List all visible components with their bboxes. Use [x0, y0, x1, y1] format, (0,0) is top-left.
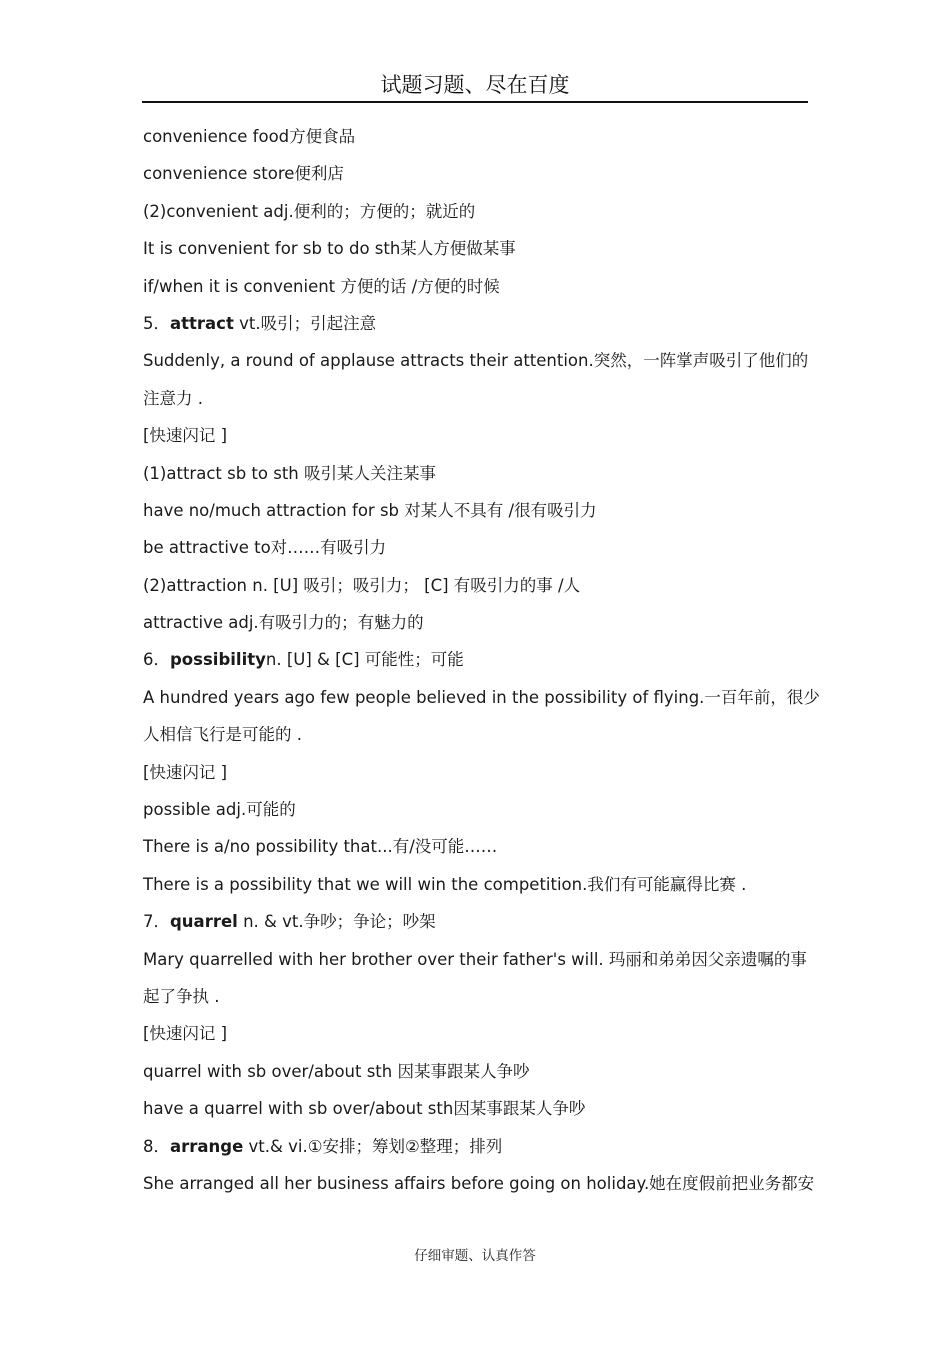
headword: possibility — [170, 650, 266, 670]
text-line: 注意力 . — [143, 388, 203, 408]
headword: arrange — [170, 1136, 244, 1156]
definition: vt.& vi.①安排；筹划②整理；排列 — [243, 1136, 503, 1156]
entry-number: 6． — [143, 650, 170, 670]
text-line: attractive adj.有吸引力的；有魅力的 — [143, 613, 424, 633]
text-line: There is a possibility that we will win the competition.我们有可能赢得比赛 . — [143, 874, 747, 894]
text-line: (2)convenient adj.便利的；方便的；就近的 — [143, 201, 476, 221]
text-line: She arranged all her business affairs before going on holiday.她在度假前把业务都安 — [143, 1173, 815, 1193]
entry-number: 5． — [143, 313, 170, 333]
entry-number: 7． — [143, 912, 170, 932]
page-header-title: 试题习题、尽在百度 — [380, 73, 570, 97]
text-line: have no/much attraction for sb 对某人不具有 /很有吸引力 — [143, 500, 597, 520]
text-line: [快速闪记 ] — [143, 1024, 228, 1044]
text-line: be attractive to对……有吸引力 — [143, 538, 387, 558]
entry-number: 8． — [143, 1136, 170, 1156]
page-footer: 仔细审题、认真作答 — [414, 1248, 536, 1264]
text-line: (2)attraction n. [U] 吸引；吸引力； [C] 有吸引力的事 /人 — [143, 575, 581, 595]
vocab-entry-heading — [143, 907, 808, 944]
definition: n. & vt.争吵；争论；吵架 — [237, 912, 436, 932]
text-line: 人相信飞行是可能的 . — [143, 725, 302, 745]
text-line: if/when it is convenient 方便的话 /方便的时候 — [143, 276, 500, 296]
vocab-entry-heading — [143, 309, 808, 346]
text-line: A hundred years ago few people believed in the possibility of flying.一百年前，很少 — [143, 687, 820, 707]
vocab-entry-heading — [143, 1132, 808, 1169]
text-line: convenience food方便食品 — [143, 127, 356, 146]
headword: quarrel — [170, 912, 238, 932]
text-line: Suddenly, a round of applause attracts their attention.突然，一阵掌声吸引了他们的 — [143, 351, 809, 371]
text-line: (1)attract sb to sth 吸引某人关注某事 — [143, 463, 436, 483]
text-line: [快速闪记 ] — [143, 426, 228, 446]
definition: vt.吸引；引起注意 — [233, 313, 377, 333]
text-line: [快速闪记 ] — [143, 762, 228, 782]
vocab-entry-heading — [143, 645, 808, 682]
text-line: 起了争执 . — [143, 986, 220, 1006]
document-body — [143, 122, 820, 1206]
text-line: possible adj.可能的 — [143, 800, 296, 820]
text-line: Mary quarrelled with her brother over their father's will. 玛丽和弟弟因父亲遗嘱的事 — [143, 949, 807, 969]
headword: attract — [170, 313, 234, 333]
text-line: have a quarrel with sb over/about sth因某事跟某人争吵 — [143, 1099, 586, 1119]
text-line: It is convenient for sb to do sth某人方便做某事 — [143, 239, 516, 259]
text-line: There is a/no possibility that...有/没可能…… — [143, 837, 498, 857]
text-line: quarrel with sb over/about sth 因某事跟某人争吵 — [143, 1061, 530, 1081]
text-line: convenience store便利店 — [143, 164, 344, 184]
definition: n. [U] & [C] 可能性；可能 — [265, 650, 464, 670]
header-rule — [142, 101, 808, 103]
